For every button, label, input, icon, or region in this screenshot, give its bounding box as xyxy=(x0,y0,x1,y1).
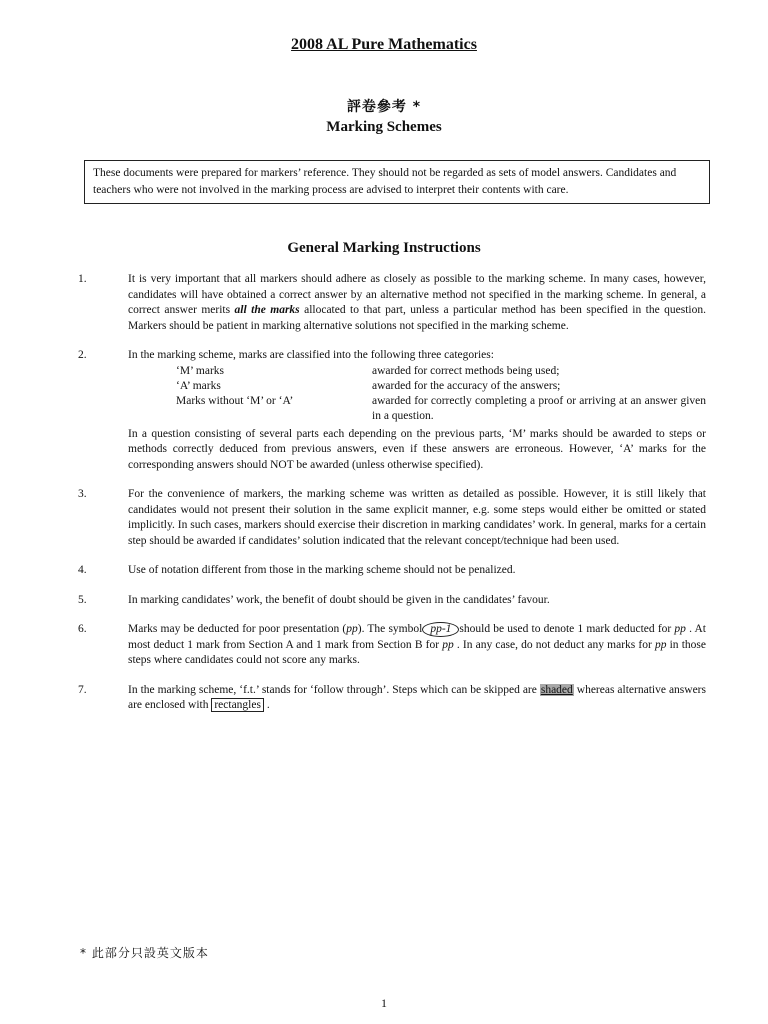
instruction-item-5 xyxy=(78,593,706,609)
document-title: 2008 AL Pure Mathematics xyxy=(291,36,477,53)
instruction-item-3 xyxy=(78,487,706,549)
shaded-example: shaded xyxy=(540,683,573,696)
item-number: 4. xyxy=(78,564,87,576)
item-number: 1. xyxy=(78,273,87,285)
category-description: awarded for correct methods being used; xyxy=(372,364,560,377)
instruction-item-6 xyxy=(78,622,706,669)
item-number: 5. xyxy=(78,593,87,606)
item-text: For the convenience of markers, the marking scheme was written as detailed as possible. However, it is still likely that candidates would not present their solution in the same explicit manner, e.g. some steps would either be omitted or stated implicitly. In such cases, markers should exercise their discretion in marking candidates’ work. In general, marks for a certain step should be awarded if candidates’ solution indicated that the relevant concept/technique had been used. xyxy=(128,488,706,547)
instructions-list xyxy=(78,272,706,714)
item-text: Marks may be deducted for poor presentation (pp). The symbol pp-1 should be used to denote 1 mark deducted for pp . At most deduct 1 mark from Section A and 1 mark from Section B for pp . In any case, do not deduct any marks for pp in those steps where candidates could not score any marks. xyxy=(128,623,706,666)
item-text: It is very important that all markers should adhere as closely as possible to the marking scheme. In many cases, however, candidates will have obtained a correct answer by an alternative method not specified in the marking scheme. In general, a correct answer merits all the marks allocated to that part, unless a particular method has been specified in the question. Markers should be patient in marking alternative solutions not specified in the marking scheme. xyxy=(128,273,706,332)
category-row xyxy=(176,379,706,394)
category-row xyxy=(176,394,706,424)
instruction-item-1 xyxy=(78,272,706,334)
category-label: Marks without ‘M’ or ‘A’ xyxy=(176,394,294,407)
item-text: In the marking scheme, ‘f.t.’ stands for ‘follow through’. Steps which can be skipped are shaded whereas alternative answers are enclosed with rectangles . xyxy=(128,683,706,711)
instruction-item-2 xyxy=(78,348,706,473)
instruction-item-4 xyxy=(78,563,706,579)
item-intro: In the marking scheme, marks are classified into the following three categories: xyxy=(128,349,494,361)
item-text: Use of notation different from those in the marking scheme should not be penalized. xyxy=(128,564,516,576)
category-label: ‘A’ marks xyxy=(176,379,221,392)
marking-schemes-subtitle: Marking Schemes xyxy=(326,119,442,135)
page-number: 1 xyxy=(381,996,387,1010)
category-label: ‘M’ marks xyxy=(176,364,225,377)
rectangles-example: rectangles xyxy=(211,698,264,712)
pp-1-symbol: pp-1 xyxy=(422,622,459,637)
item-number: 6. xyxy=(78,623,87,635)
item-number: 7. xyxy=(78,683,87,696)
general-instructions-heading: General Marking Instructions xyxy=(287,240,481,256)
item-number: 2. xyxy=(78,349,87,361)
category-row xyxy=(176,364,706,379)
item-text: In marking candidates’ work, the benefit of doubt should be given in the candidates’ favour. xyxy=(128,593,550,606)
item-outro: In a question consisting of several parts each depending on the previous parts, ‘M’ marks should be awarded to steps or methods correctly deduced from previous answers, even if these answers are erroneous. However, ‘A’ marks for the corresponding answers should NOT be awarded (unless otherwise specified). xyxy=(128,427,706,471)
emphasis-text: all the marks xyxy=(234,304,300,316)
category-description: awarded for the accuracy of the answers; xyxy=(372,379,561,392)
mark-categories-table xyxy=(176,364,706,424)
chinese-title: 評卷參考 * xyxy=(346,99,422,115)
category-description: awarded for correctly completing a proof or arriving at an answer given in a question. xyxy=(372,394,706,422)
markers-notice-box: These documents were prepared for markers’ reference. They should not be regarded as sets of model answers. Candidates and teachers who were not involved in the marking process are advised to interpret their contents with care. xyxy=(84,160,710,204)
item-number: 3. xyxy=(78,488,87,500)
instruction-item-7 xyxy=(78,683,706,714)
chinese-footnote: * 此部分只設英文版本 xyxy=(80,946,209,960)
